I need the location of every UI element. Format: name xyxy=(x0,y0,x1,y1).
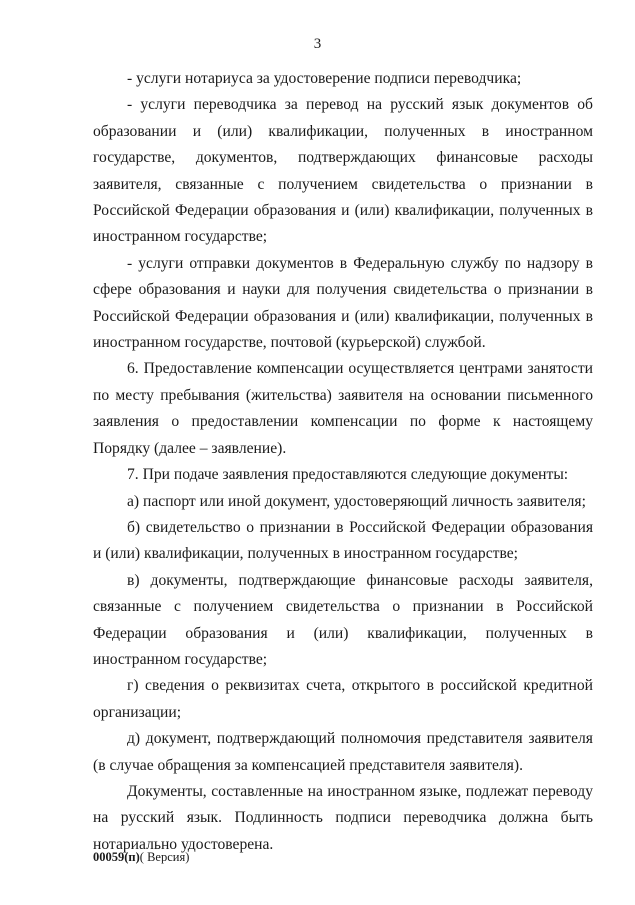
document-body xyxy=(93,66,593,858)
paragraph-item-7a: а) паспорт или иной документ, удостоверяющий личность заявителя; xyxy=(127,492,586,510)
paragraph-item-7v: в) документы, подтверждающие финансовые расходы заявителя, связанные с получением свидетельства о признании в Российской Федерации образования и (или) квалификации, полученных в иностранном государстве; xyxy=(93,571,593,668)
paragraph-postal-services: - услуги отправки документов в Федеральную службу по надзору в сфере образования и науки для получения свидетельства о признании в Российской Федерации образования и (или) квалификации, полученных в иностранном государстве, почтовой (курьерской) службой. xyxy=(93,254,593,352)
footer-version: ( Версия) xyxy=(139,850,190,864)
paragraph-item-7b: б) свидетельство о признании в Российской Федерации образования и (или) квалификации, полученных в иностранном государстве; xyxy=(93,518,593,563)
page-number: 3 xyxy=(313,36,322,52)
paragraph-foreign-documents: Документы, составленные на иностранном языке, подлежат переводу на русский язык. Подлинность подписи переводчика должна быть нотариально удостоверена. xyxy=(93,782,593,853)
paragraph-item-7: 7. При подаче заявления предоставляются следующие документы: xyxy=(127,466,569,484)
footer-document-code: 00059(п) xyxy=(93,850,140,864)
paragraph-item-7g: г) сведения о реквизитах счета, открытого в российской кредитной организации; xyxy=(93,677,593,721)
paragraph-translator-services: - услуги переводчика за перевод на русский язык документов об образовании и (или) квалификации, полученных в иностранном государстве, документов, подтверждающих финансовые расходы заявителя, связанные с получением свидетельства о признании в Российской Федерации образования и (или) квалификации, полученных в иностранном государстве; xyxy=(93,96,593,246)
paragraph-notary-services: - услуги нотариуса за удостоверение подписи переводчика; xyxy=(127,70,522,87)
footer xyxy=(93,850,189,865)
paragraph-item-7d: д) документ, подтверждающий полномочия представителя заявителя (в случае обращения за компенсацией представителя заявителя). xyxy=(93,730,593,774)
paragraph-item-6: 6. Предоставление компенсации осуществляется центрами занятости по месту пребывания (жительства) заявителя на основании письменного заявления о предоставлении компенсации по форме к настоящему Порядку (далее – заявление). xyxy=(93,360,593,457)
